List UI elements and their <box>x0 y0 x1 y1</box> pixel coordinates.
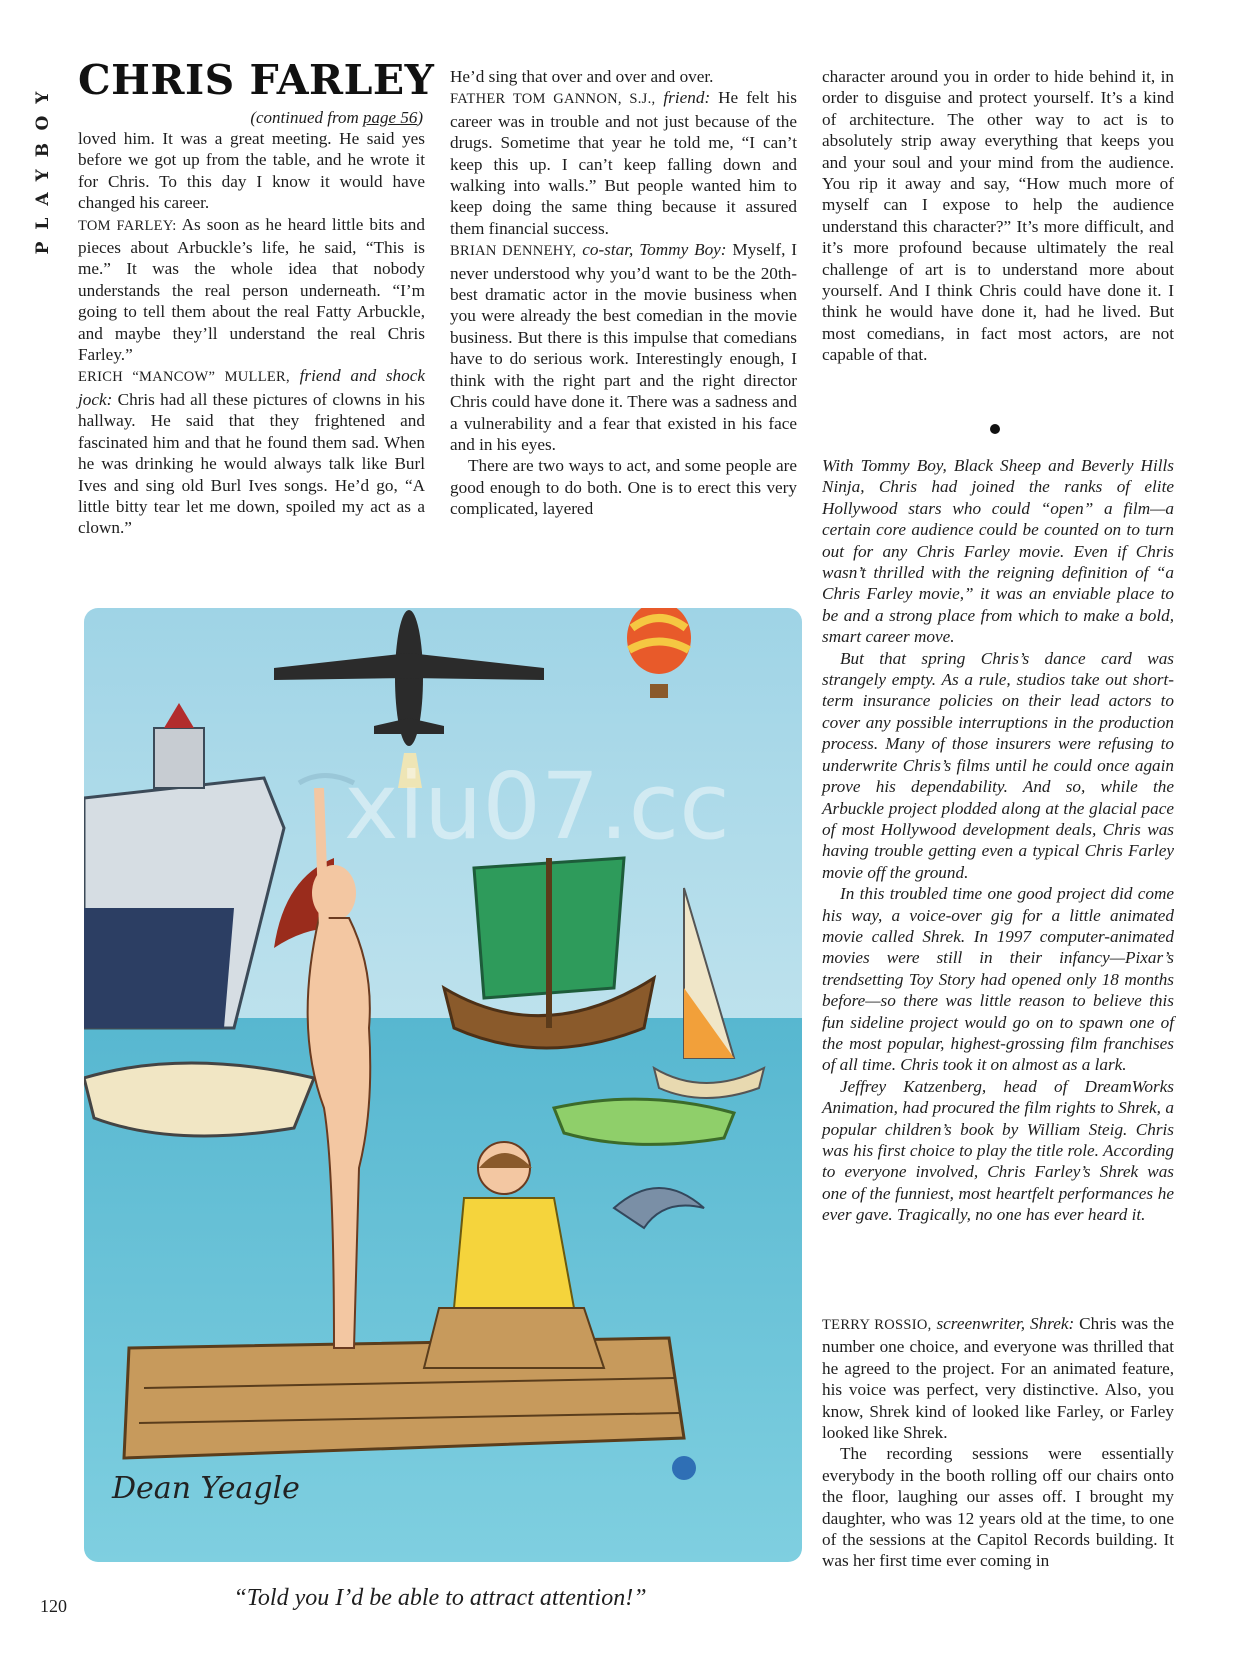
cartoon-drawing <box>84 608 802 1562</box>
page-number: 120 <box>40 1596 67 1616</box>
article-title: CHRIS FARLEY <box>78 56 435 104</box>
paragraph: In this troubled time one good project did come his way, a voice-over gig for a little animated movie called Shrek. In 1997 computer-animated movies were still in their infancy—Pixar’s trendsetting Toy Story had opened only 18 months before—so there was little reason to believe this fun sideline project would go on to spawn one of the most popular, highest-grossing film franchises of all time. Chris took it on almost as a lark. <box>822 884 1174 1075</box>
column-3 <box>822 66 1174 366</box>
speedboat <box>84 1063 314 1136</box>
paragraph: TOM FARLEY: As soon as he heard little bits and pieces about Arbuckle’s life, he said, “This is me.” It was the whole idea that nobody understands the real person underneath. “I’m going to tell them about the real Fatty Arbuckle, and maybe they’ll understand the real Chris Farley.” <box>78 214 425 365</box>
fish <box>672 1456 696 1480</box>
column-2 <box>450 66 797 520</box>
green-boat <box>554 1099 734 1144</box>
column-3-continued <box>822 1313 1174 1572</box>
paragraph: Jeffrey Katzenberg, head of DreamWorks Animation, had procured the film rights to Shrek, a popular children’s book by William Steig. Chris was his first choice to play the title role. According to everyone involved, Chris Farley’s Shrek was one of the funniest, most heartfelt performances he ever gave. Tragically, no one has ever heard it. <box>822 1076 1174 1225</box>
speaker-name: FATHER TOM GANNON, S.J., <box>450 91 656 108</box>
paragraph: But that spring Chris’s dance card was strangely empty. As a rule, studios take out short-term insurance policies on their lead actors to cover any possible interruptions in the production process. Many of those insurers were refusing to underwrite Chris’s films until he could once again prove his dependability. And so, while the Arbuckle project plodded along at the glacial pace of most Hollywood development deals, Chris was having trouble getting even a typical Chris Farley movie off the ground. <box>822 648 1174 882</box>
paragraph: There are two ways to act, and some people are good enough to do both. One is to erect this very complicated, layered <box>450 456 797 519</box>
speaker-name: ERICH “MANCOW” MULLER, <box>78 369 290 386</box>
artist-signature: Dean Yeagle <box>112 1471 300 1506</box>
watermark: xiu07.cc <box>344 753 730 860</box>
paragraph: The recording sessions were essentially everybody in the booth rolling off our chairs onto the floor, laughing our asses off. I brought my daughter, who was 12 years old at the time, to one of the sessions at the Capitol Records building. It was her first time ever coming in <box>822 1444 1174 1571</box>
paragraph: BRIAN DENNEHY, co-star, Tommy Boy: Myself, I never understood why you’d want to be the 20th-best dramatic actor in the movie business when you were already the best comedian in the movie business. But there is this impulse that comedians have to do serious work. Interestingly enough, I think with the right part and the right director Chris could have done it. There was a sadness and a vulnerability and a fear that existed in his face and in his eyes. <box>450 240 797 454</box>
narrative-block <box>822 455 1174 1226</box>
magazine-name: PLAYBOY <box>33 79 53 255</box>
speaker-name: TOM FARLEY: <box>78 217 177 234</box>
speaker-name: TERRY ROSSIO, <box>822 1317 932 1333</box>
column-1 <box>78 128 425 539</box>
continued-note: (continued from page 56) <box>250 108 423 127</box>
continued-page-link[interactable]: page 56 <box>363 108 418 127</box>
paragraph: character around you in order to hide behind it, in order to disguise and protect yourself. It’s a kind of architecture. The other way to act is to absolutely strip away everything that keeps you and your soul and your mind from the audience. You rip it away and say, “How much more of myself can I expose to help the audience understand this character?” It’s more difficult, and it’s more profound because ultimately the real challenge of art is to understand more about yourself. And I think Chris could have done it. I think he would have done it, had he lived. But most comedians, in fact most actors, are not capable of that. <box>822 67 1174 365</box>
paragraph: With Tommy Boy, Black Sheep and Beverly Hills Ninja, Chris had joined the ranks of elite Hollywood stars who could “open” a film—a certain core audience could be counted on to turn out for any Chris Farley movie. Even if Chris wasn’t thrilled with the reigning definition of “a Chris Farley movie,” it was an enviable place to be and a strong place from which to make a bold, smart career move. <box>822 456 1174 647</box>
speaker-name: BRIAN DENNEHY, <box>450 243 577 260</box>
paragraph: TERRY ROSSIO, screenwriter, Shrek: Chris was the number one choice, and everyone was thrilled that he agreed to the project. For an animated feature, his voice was perfect, very distinctive. Also, you know, Shrek kind of looked like Farley, or Farley looked like Shrek. <box>822 1314 1174 1443</box>
paragraph: ERICH “MANCOW” MULLER, friend and shock jock: Chris had all these pictures of clowns in his hallway. He said that they frightened and fascinated him and that he found them sad. When he was drinking he would always talk like Burl Ives and sing old Burl Ives songs. He’d go, “A little bitty tear let me down, spoiled my act as a clown.” <box>78 366 425 538</box>
paragraph: FATHER TOM GANNON, S.J., friend: He felt his career was in trouble and not just because of the drugs. Sometime that year he told me, “I can’t keep this up. I can’t keep falling down and walking into walls.” But people wanted him to keep doing the same thing because it assured them financial success. <box>450 88 797 238</box>
cartoon-illustration <box>84 608 802 1562</box>
paragraph: He’d sing that over and over and over. <box>450 67 714 86</box>
paragraph: loved him. It was a great meeting. He said yes before we got up from the table, and he wrote it for Chris. To this day I know it would have changed his career. <box>78 129 425 213</box>
section-break-bullet <box>990 424 1000 434</box>
cartoon-caption: “Told you I’d be able to attract attention!” <box>233 1585 647 1611</box>
